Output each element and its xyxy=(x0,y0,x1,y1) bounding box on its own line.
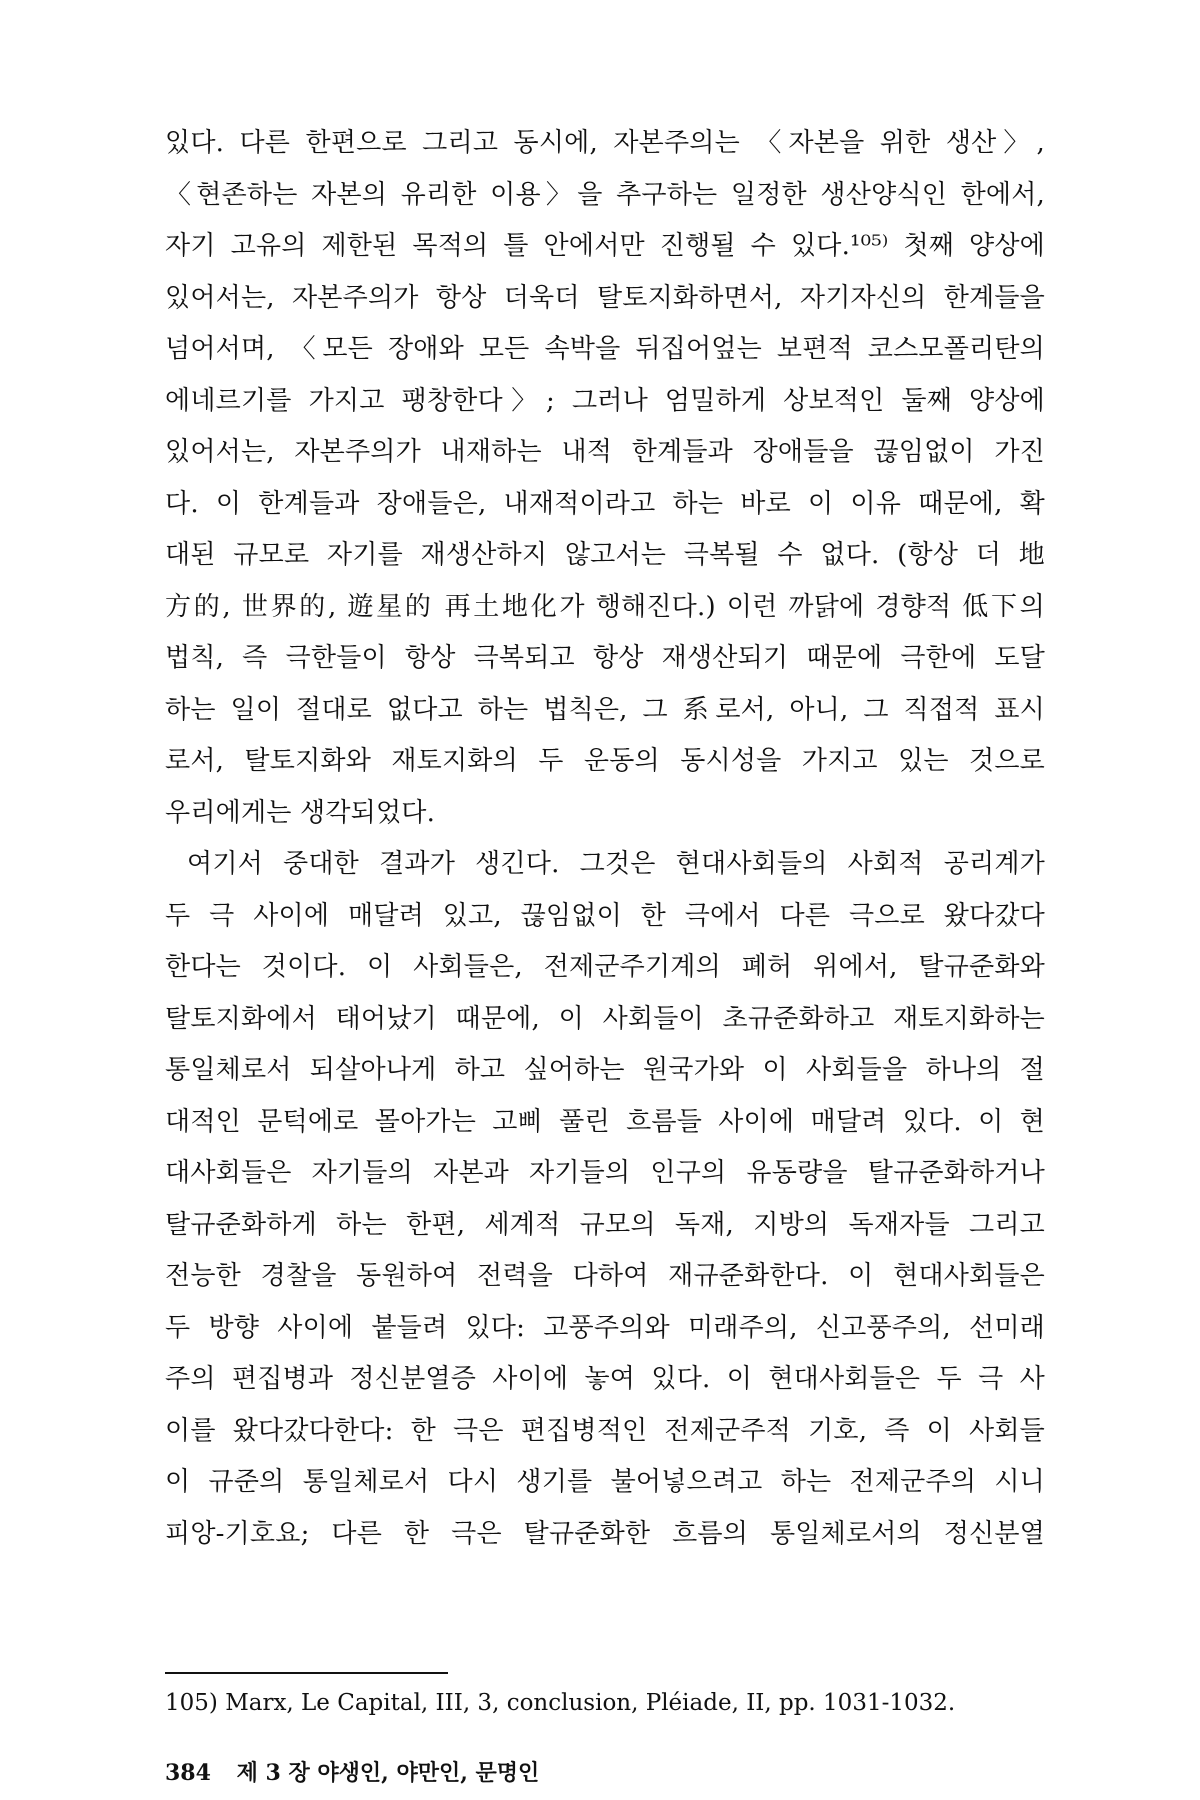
page-number: 384 xyxy=(165,1760,211,1786)
text-line: 우리에게는 생각되었다. xyxy=(165,797,436,828)
text-line: 여기서 중대한 결과가 생긴다. 그것은 현대사회들의 사회적 공리계가 xyxy=(187,849,1045,879)
text-line: 하는 일이 절대로 없다고 하는 법칙은, 그 系로서, 아니, 그 직접적 표시 xyxy=(165,694,1045,725)
text-line: 두 극 사이에 매달려 있고, 끊임없이 한 극에서 다른 극으로 왔다갔다 xyxy=(165,900,1045,931)
page-footer xyxy=(165,1758,765,1788)
text-line: 탈토지화에서 태어났기 때문에, 이 사회들이 초규준화하고 재토지화하는 xyxy=(165,1003,1045,1034)
text-line: 전능한 경찰을 동원하여 전력을 다하여 재규준화한다. 이 현대사회들은 xyxy=(165,1261,1045,1291)
footnote-text: Marx, Le Capital, III, 3, conclusion, Pléiade, II, pp. 1031-1032. xyxy=(225,1690,956,1716)
footnote xyxy=(165,1686,1045,1720)
text-line: 로서, 탈토지화와 재토지화의 두 운동의 동시성을 가지고 있는 것으로 xyxy=(165,746,1045,776)
text-line: 탈규준화하게 하는 한편, 세계적 규모의 독재, 지방의 독재자들 그리고 xyxy=(165,1209,1045,1240)
text-line: 〈현존하는 자본의 유리한 이용〉을 추구하는 일정한 생산양식인 한에서, xyxy=(165,179,1045,210)
text-line: 方的, 世界的, 遊星的 再土地化가 행해진다.) 이런 까닭에 경향적 低下의 xyxy=(165,591,1045,622)
text-line: 피앙-기호요; 다른 한 극은 탈규준화한 흐름의 통일체로서의 정신분열 xyxy=(165,1518,1045,1549)
text-line: 있다. 다른 한편으로 그리고 동시에, 자본주의는 〈자본을 위한 생산〉, xyxy=(165,128,1045,158)
text-line: 넘어서며, 〈모든 장애와 모든 속박을 뒤집어엎는 보편적 코스모폴리탄의 xyxy=(165,334,1045,364)
text-line: 자기 고유의 제한된 목적의 틀 안에서만 진행될 수 있다.¹⁰⁵⁾ 첫째 양상에 xyxy=(165,231,1045,261)
body-text xyxy=(165,118,1045,1560)
running-head: 제 3 장 야생인, 야만인, 문명인 xyxy=(236,1760,540,1786)
text-line: 대사회들은 자기들의 자본과 자기들의 인구의 유동량을 탈규준화하거나 xyxy=(165,1158,1045,1188)
text-line: 주의 편집병과 정신분열증 사이에 놓여 있다. 이 현대사회들은 두 극 사 xyxy=(165,1364,1045,1394)
text-line: 대적인 문턱에로 몰아가는 고삐 풀린 흐름들 사이에 매달려 있다. 이 현 xyxy=(165,1106,1045,1137)
text-line: 있어서는, 자본주의가 내재하는 내적 한계들과 장애들을 끊임없이 가진 xyxy=(165,437,1045,467)
text-line: 이 규준의 통일체로서 다시 생기를 불어넣으려고 하는 전제군주의 시니 xyxy=(165,1467,1045,1497)
text-line: 에네르기를 가지고 팽창한다〉; 그러나 엄밀하게 상보적인 둘째 양상에 xyxy=(165,385,1045,416)
text-line: 한다는 것이다. 이 사회들은, 전제군주기계의 폐허 위에서, 탈규준화와 xyxy=(165,952,1045,982)
footnote-number: 105) xyxy=(165,1690,218,1716)
text-line: 대된 규모로 자기를 재생산하지 않고서는 극복될 수 없다. (항상 더 地 xyxy=(165,540,1045,570)
text-line: 법칙, 즉 극한들이 항상 극복되고 항상 재생산되기 때문에 극한에 도달 xyxy=(165,643,1045,673)
text-line: 통일체로서 되살아나게 하고 싶어하는 원국가와 이 사회들을 하나의 절 xyxy=(165,1055,1045,1085)
text-line: 두 방향 사이에 붙들려 있다: 고풍주의와 미래주의, 신고풍주의, 선미래 xyxy=(165,1312,1045,1343)
text-line: 다. 이 한계들과 장애들은, 내재적이라고 하는 바로 이 이유 때문에, 확 xyxy=(165,488,1045,519)
footnote-divider xyxy=(165,1672,448,1674)
text-line: 이를 왔다갔다한다: 한 극은 편집병적인 전제군주적 기호, 즉 이 사회들 xyxy=(165,1415,1045,1446)
text-line: 있어서는, 자본주의가 항상 더욱더 탈토지화하면서, 자기자신의 한계들을 xyxy=(165,282,1045,313)
